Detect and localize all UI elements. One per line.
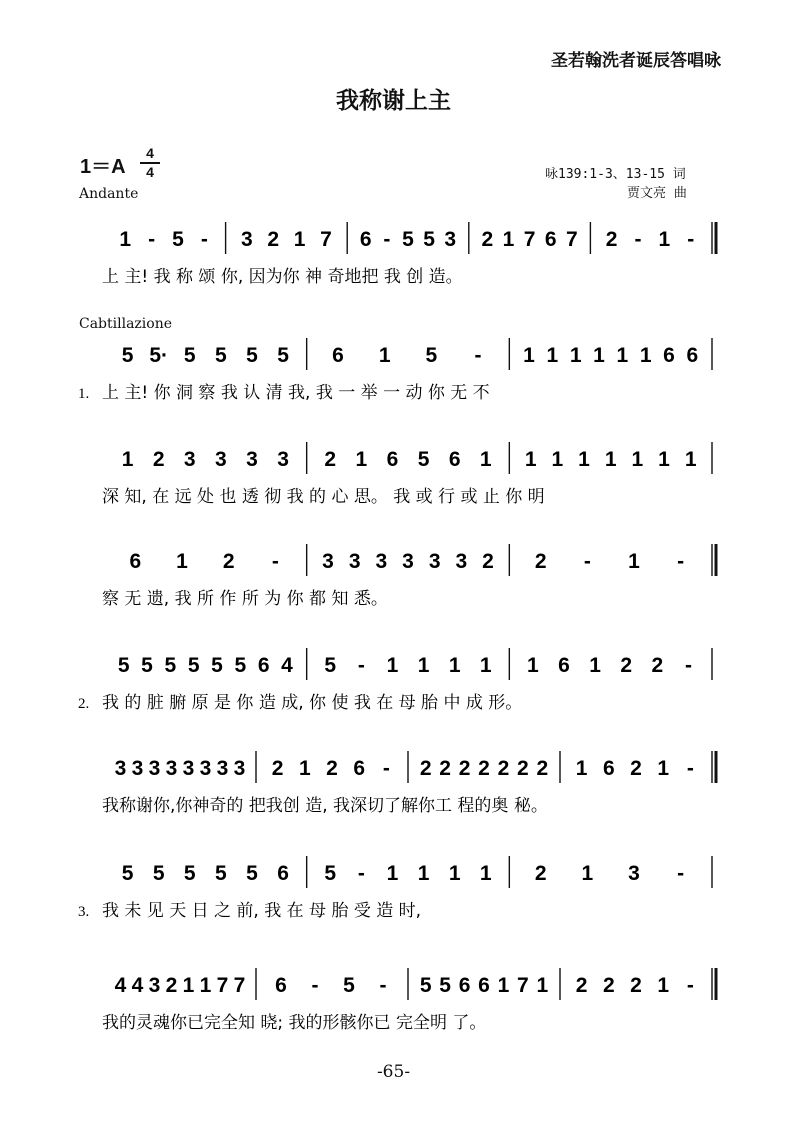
song-title: 我称谢上主: [336, 87, 451, 114]
note: 6: [129, 550, 142, 573]
note: 3: [199, 757, 212, 780]
note: -: [357, 654, 365, 677]
note: 1: [417, 654, 430, 677]
verse-number: 2.: [78, 696, 90, 712]
note: 3: [402, 550, 414, 573]
note: 3: [131, 757, 144, 780]
lyric-line: 我 的 脏 腑 原 是 你 造 成, 你 使 我 在 母 胎 中 成 形。: [102, 693, 523, 713]
note: 3: [428, 550, 441, 573]
note: 3: [182, 757, 195, 780]
note: 3: [215, 448, 227, 471]
note: 5: [343, 974, 355, 997]
note: 1: [448, 654, 461, 677]
note: 5: [152, 862, 165, 885]
note: 7: [233, 974, 246, 997]
note: 5: [246, 862, 258, 885]
note: 4: [281, 654, 293, 677]
note: 1: [199, 974, 212, 997]
note: 1: [182, 974, 195, 997]
note: 2: [630, 974, 642, 997]
note: 1: [658, 228, 671, 251]
note: 1: [657, 757, 670, 780]
note: 5: [246, 344, 258, 367]
lyric-line: 上 主! 你 洞 察 我 认 清 我, 我 一 举 一 动 你 无 不: [102, 383, 490, 403]
note: 2: [536, 757, 549, 780]
note: 1: [536, 974, 549, 997]
note: 5: [425, 344, 438, 367]
page-number: -65-: [376, 1062, 411, 1082]
tempo-marking: Andante: [79, 186, 139, 202]
note: 3: [165, 757, 178, 780]
note: 2: [534, 550, 547, 573]
note: 6: [353, 757, 366, 780]
note: 6: [544, 228, 557, 251]
note: 6: [386, 448, 399, 471]
note: 1: [593, 344, 605, 367]
note: 3: [375, 550, 388, 573]
note: 2: [324, 448, 337, 471]
note: 1: [546, 344, 559, 367]
note: 1: [378, 344, 391, 367]
note: 5: [117, 654, 130, 677]
note: 1: [479, 654, 492, 677]
note: 1: [479, 448, 492, 471]
note: -: [271, 550, 279, 573]
note: 2: [478, 757, 490, 780]
note: 5: [402, 228, 414, 251]
note: 3: [628, 862, 640, 885]
note: 1: [578, 448, 590, 471]
note: 6: [359, 228, 372, 251]
note: 1: [386, 862, 399, 885]
note: -: [686, 974, 694, 997]
book-title: 圣若翰洗者诞辰答唱咏: [551, 51, 721, 71]
note: 7: [565, 228, 578, 251]
verse-number: 1.: [78, 386, 90, 402]
verse-number: 3.: [78, 904, 90, 920]
note: -: [684, 654, 692, 677]
note: -: [382, 757, 390, 780]
note: 5: [324, 654, 337, 677]
note: 5: [183, 344, 196, 367]
note: 5: [211, 654, 223, 677]
note: 2: [497, 757, 510, 780]
note: 6: [277, 862, 289, 885]
note: 3: [240, 228, 253, 251]
note: -: [383, 228, 391, 251]
note: -: [379, 974, 387, 997]
note: 1: [589, 654, 601, 677]
note: 3: [233, 757, 246, 780]
note: 6: [558, 654, 570, 677]
note: 7: [320, 228, 332, 251]
note: 1: [527, 654, 539, 677]
note: 3: [348, 550, 361, 573]
note: 2: [458, 757, 471, 780]
lyric-line: 我的灵魂你已完全知 晓; 我的形骸你已 完全明 了。: [102, 1013, 487, 1033]
note: 5·: [149, 344, 169, 367]
note: 1: [355, 448, 368, 471]
note: 6: [686, 344, 699, 367]
note: 1: [502, 228, 515, 251]
note: 1: [658, 448, 670, 471]
note: 5: [187, 654, 200, 677]
note: 1: [176, 550, 188, 573]
note: 2: [620, 654, 633, 677]
note: 2: [602, 974, 615, 997]
note: 5: [277, 344, 289, 367]
note: 3: [216, 757, 229, 780]
note: 1: [575, 757, 588, 780]
section-label: Cabtillazione: [79, 316, 173, 332]
note: 5: [215, 862, 227, 885]
composer-credit: 贾文亮 曲: [627, 186, 687, 201]
note: 2: [534, 862, 547, 885]
note: 4: [114, 974, 127, 997]
note: 6: [602, 757, 615, 780]
note: 1: [604, 448, 617, 471]
note: -: [677, 862, 685, 885]
note: 2: [439, 757, 451, 780]
lyricist-credit: 咏139:1-3、13-15 词: [545, 167, 686, 182]
note: 6: [257, 654, 270, 677]
note: -: [311, 974, 319, 997]
note: 2: [271, 757, 284, 780]
note: 5: [439, 974, 451, 997]
note: 2: [267, 228, 280, 251]
note: 7: [523, 228, 536, 251]
key-signature: 1＝A: [80, 156, 126, 178]
note: 2: [419, 757, 432, 780]
note: 5: [423, 228, 435, 251]
note: 4: [131, 974, 144, 997]
note: 1: [119, 228, 132, 251]
note: 3: [455, 550, 468, 573]
note: 2: [517, 757, 529, 780]
note: 5: [324, 862, 337, 885]
note: 5: [234, 654, 247, 677]
note: 1: [497, 974, 510, 997]
note: 3: [114, 757, 127, 780]
note: -: [148, 228, 156, 251]
note: 5: [141, 654, 153, 677]
note: 6: [332, 344, 344, 367]
note: 1: [298, 757, 311, 780]
note: 5: [172, 228, 184, 251]
note: -: [634, 228, 642, 251]
note: 5: [121, 862, 134, 885]
note: 1: [639, 344, 652, 367]
note: 2: [651, 654, 664, 677]
lyric-line: 深 知, 在 远 处 也 透 彻 我 的 心 思。 我 或 行 或 止 你 明: [102, 487, 545, 507]
note: 7: [216, 974, 229, 997]
note: 1: [631, 448, 644, 471]
note: 1: [448, 862, 461, 885]
note: 2: [222, 550, 235, 573]
note: -: [686, 757, 694, 780]
lyric-line: 我 未 见 天 日 之 前, 我 在 母 胎 受 造 时,: [102, 901, 422, 921]
note: -: [583, 550, 591, 573]
note: 3: [148, 757, 161, 780]
time-denominator: 4: [146, 164, 154, 180]
note: 7: [517, 974, 529, 997]
note: 1: [628, 550, 640, 573]
lyric-line: 上 主! 我 称 颂 你, 因为你 神 奇地把 我 创 造。: [102, 267, 463, 287]
note: 1: [386, 654, 399, 677]
note: 6: [448, 448, 461, 471]
note: 1: [523, 344, 535, 367]
note: 6: [478, 974, 490, 997]
note: 5: [419, 974, 432, 997]
note: -: [357, 862, 365, 885]
note: -: [687, 228, 695, 251]
lyric-line: 我称谢你,你神奇的 把我创 造, 我深切了解你工 程的奥 秘。: [102, 796, 548, 816]
note: 1: [684, 448, 697, 471]
note: 1: [581, 862, 594, 885]
note: 6: [458, 974, 471, 997]
note: 3: [322, 550, 334, 573]
note: 1: [293, 228, 306, 251]
note: 6: [275, 974, 287, 997]
note: 1: [479, 862, 492, 885]
time-numerator: 4: [146, 145, 154, 161]
note: 2: [605, 228, 618, 251]
note: 2: [482, 550, 494, 573]
note: 2: [630, 757, 642, 780]
note: 5: [164, 654, 177, 677]
note: 1: [616, 344, 629, 367]
note: 3: [444, 228, 457, 251]
note: 2: [575, 974, 588, 997]
note: 1: [524, 448, 537, 471]
note: 5: [183, 862, 196, 885]
note: 1: [417, 862, 430, 885]
note: 6: [663, 344, 675, 367]
lyric-line: 察 无 遗, 我 所 作 所 为 你 都 知 悉。: [102, 589, 388, 609]
note: -: [200, 228, 208, 251]
note: 1: [657, 974, 670, 997]
note: -: [474, 344, 482, 367]
note: 3: [277, 448, 289, 471]
note: 2: [326, 757, 338, 780]
note: 3: [246, 448, 258, 471]
note: 2: [165, 974, 178, 997]
note: 2: [152, 448, 165, 471]
note: -: [677, 550, 685, 573]
note: 3: [148, 974, 161, 997]
note: 1: [121, 448, 134, 471]
note: 2: [481, 228, 494, 251]
note: 5: [417, 448, 430, 471]
note: 1: [551, 448, 564, 471]
note: 5: [121, 344, 134, 367]
note: 5: [215, 344, 227, 367]
note: 3: [183, 448, 196, 471]
note: 1: [569, 344, 582, 367]
